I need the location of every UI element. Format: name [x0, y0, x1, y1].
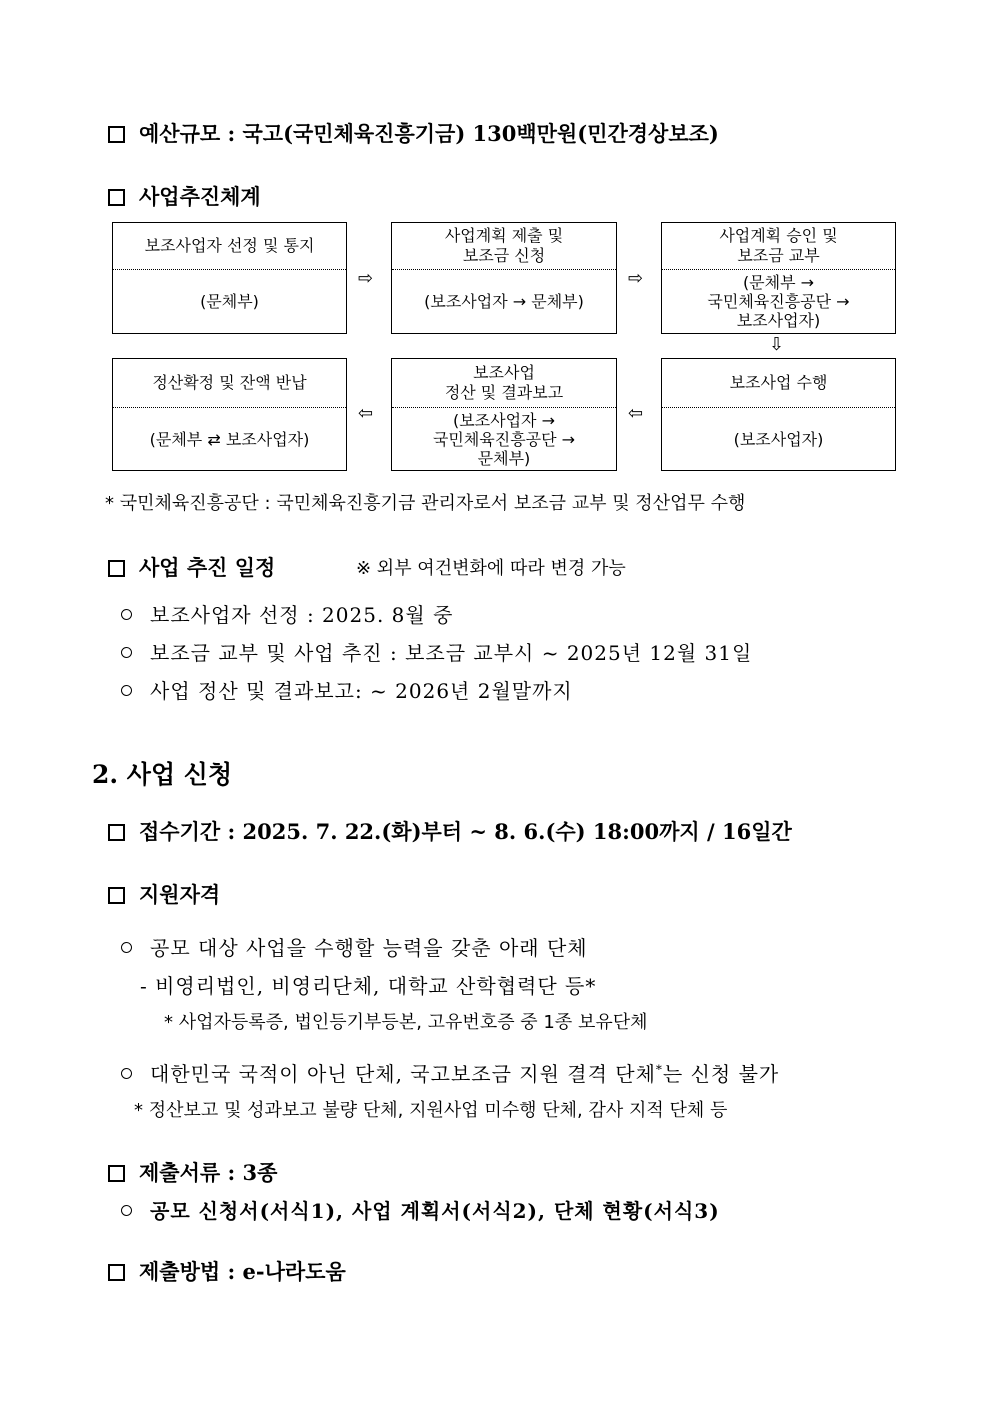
left-arrow-icon: ⇦	[358, 403, 374, 424]
flow-box-3	[661, 222, 896, 334]
eligibility-item: 대한민국 국적이 아닌 단체, 국고보조금 지원 결격 단체*는 신청 불가	[121, 1058, 779, 1087]
flow-box-title: 보조사업자 선정 및 통지	[113, 223, 346, 270]
system-footnote: * 국민체육진흥공단 : 국민체육진흥기금 관리자로서 보조금 교부 및 정산업무 수행	[105, 493, 746, 514]
footnote-marker: *	[655, 1062, 663, 1077]
eligibility-item: 공모 대상 사업을 수행할 능력을 갖춘 아래 단체	[121, 932, 588, 961]
period-text: 접수기간 : 2025. 7. 22.(화)부터 ~ 8. 6.(수) 18:00까지 / 16일간	[139, 819, 792, 844]
flow-box-title: 사업계획 제출 및 보조금 신청	[392, 223, 616, 270]
budget-line	[108, 118, 719, 148]
right-arrow-icon: ⇨	[358, 268, 374, 289]
circle-bullet-icon	[121, 609, 132, 620]
eligibility-heading-text: 지원자격	[139, 882, 221, 907]
schedule-item: 보조사업자 선정 : 2025. 8월 중	[121, 599, 453, 628]
checkbox-square-icon	[108, 824, 125, 841]
schedule-item: 사업 정산 및 결과보고: ~ 2026년 2월말까지	[121, 675, 573, 704]
system-heading-text: 사업추진체계	[139, 184, 261, 209]
right-arrow-icon: ⇨	[628, 268, 644, 289]
documents-heading	[108, 1157, 277, 1187]
flow-box-2	[391, 222, 617, 334]
down-arrow-icon: ⇩	[769, 334, 785, 355]
circle-bullet-icon	[121, 942, 132, 953]
method-heading	[108, 1256, 346, 1286]
method-heading-text: 제출방법 : e-나라도움	[139, 1259, 346, 1284]
eligibility-note: * 사업자등록증, 법인등기부등본, 고유번호증 중 1종 보유단체	[164, 1012, 648, 1033]
flow-box-6	[112, 358, 347, 471]
checkbox-square-icon	[108, 887, 125, 904]
flow-box-title: 사업계획 승인 및 보조금 교부	[662, 223, 895, 270]
flow-box-title: 정산확정 및 잔액 반납	[113, 359, 346, 408]
checkbox-square-icon	[108, 1165, 125, 1182]
eligibility-heading	[108, 879, 220, 909]
flow-box-body: (보조사업자 → 문체부)	[424, 292, 584, 311]
checkbox-square-icon	[108, 126, 125, 143]
circle-bullet-icon	[121, 647, 132, 658]
flow-box-5	[391, 358, 617, 471]
eligibility-note: * 정산보고 및 성과보고 불량 단체, 지원사업 미수행 단체, 감사 지적 단체 등	[134, 1100, 728, 1121]
flow-box-body: (문체부)	[200, 292, 259, 311]
circle-bullet-icon	[121, 1205, 132, 1216]
flow-box-1	[112, 222, 347, 334]
flow-box-body: (문체부 → 국민체육진흥공단 → 보조사업자)	[707, 273, 850, 330]
schedule-item: 보조금 교부 및 사업 추진 : 보조금 교부시 ~ 2025년 12월 31일	[121, 637, 752, 666]
checkbox-square-icon	[108, 560, 125, 577]
documents-heading-text: 제출서류 : 3종	[139, 1160, 278, 1185]
checkbox-square-icon	[108, 189, 125, 206]
documents-item: 공모 신청서(서식1), 사업 계획서(서식2), 단체 현황(서식3)	[121, 1195, 720, 1224]
schedule-note: ※ 외부 여건변화에 따라 변경 가능	[356, 558, 626, 579]
eligibility-subitem: - 비영리법인, 비영리단체, 대학교 산학협력단 등*	[140, 974, 597, 998]
system-heading	[108, 181, 261, 211]
flow-box-body: (보조사업자 → 국민체육진흥공단 → 문체부)	[432, 410, 576, 468]
flow-box-title: 보조사업 정산 및 결과보고	[392, 359, 616, 408]
left-arrow-icon: ⇦	[628, 403, 644, 424]
checkbox-square-icon	[108, 1264, 125, 1281]
flow-box-title: 보조사업 수행	[662, 359, 895, 408]
circle-bullet-icon	[121, 685, 132, 696]
schedule-heading	[108, 552, 275, 582]
schedule-heading-text: 사업 추진 일정	[139, 555, 276, 580]
flow-box-body: (보조사업자)	[733, 429, 824, 449]
flow-box-4	[661, 358, 896, 471]
period-line	[108, 816, 792, 846]
section-title: 2. 사업 신청	[92, 760, 233, 789]
flow-box-body: (문체부 ⇄ 보조사업자)	[149, 429, 310, 449]
circle-bullet-icon	[121, 1068, 132, 1079]
budget-text: 예산규모 : 국고(국민체육진흥기금) 130백만원(민간경상보조)	[139, 121, 719, 146]
